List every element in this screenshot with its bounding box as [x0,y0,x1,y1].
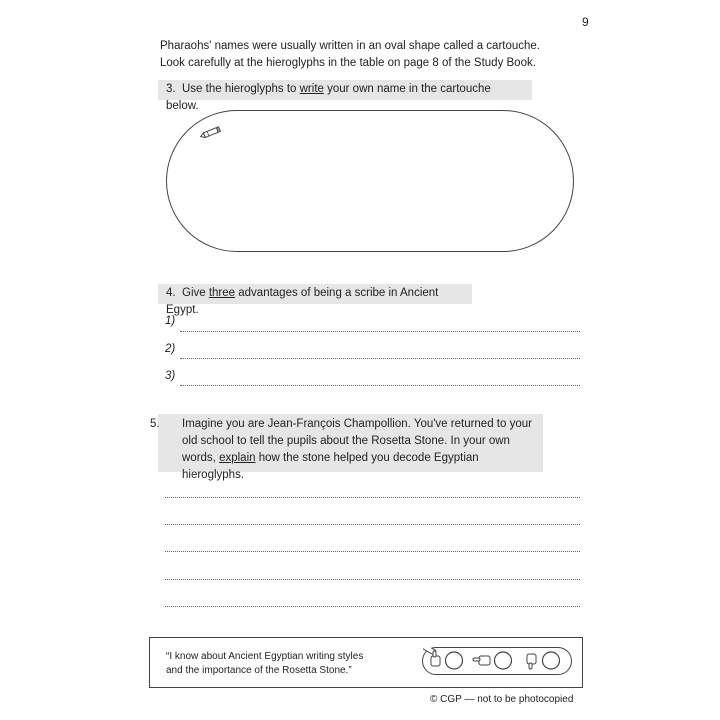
question-3-number: 3. [166,83,176,95]
self-assessment-line-2: and the importance of the Rosetta Stone.” [166,665,352,676]
answer-1-line[interactable] [180,331,580,332]
intro-line-1: Pharaohs' names were usually written in an oval shape called a cartouche. [160,40,540,52]
intro-line-2: Look carefully at the hieroglyphs in the table on page 8 of the Study Book. [160,57,536,69]
question-5-number: 5. [150,418,160,430]
question-5-line-2: old school to tell the pupils about the Rosetta Stone. In your own [182,435,510,447]
copyright-footer: © CGP — not to be photocopied [430,694,574,705]
writing-line-4[interactable] [165,579,580,580]
self-assessment-line-1: “I know about Ancient Egyptian writing styles [166,651,364,662]
rating-circle-3[interactable] [543,652,560,669]
self-assessment-statement [166,650,396,678]
answer-3-line[interactable] [180,385,580,386]
answer-2-line[interactable] [180,358,580,359]
answer-1-label: 1) [165,315,176,327]
cartouche-answer-area[interactable] [166,110,574,252]
pencil-icon [200,126,222,140]
writing-line-5[interactable] [165,606,580,607]
question-4-number: 4. [166,287,176,299]
thumbs-down-icon [527,654,536,669]
rating-circle-1[interactable] [446,652,463,669]
self-assessment-rating [422,647,572,675]
question-5-text-before: words, [182,452,220,464]
writing-line-2[interactable] [165,524,580,525]
question-5-text-after: how the stone helped you decode Egyptian hieroglyphs. [182,452,479,481]
question-5-underlined: explain [219,452,256,464]
question-5-line-3 [166,450,535,484]
intro-text [160,38,600,72]
question-3 [158,80,532,112]
question-4-text-before: Give [182,287,209,299]
question-4-underlined: three [208,287,236,299]
writing-line-1[interactable] [165,497,580,498]
writing-line-3[interactable] [165,551,580,552]
page-number: 9 [582,15,589,29]
answer-3-label: 3) [165,370,176,382]
question-5-line-1: Imagine you are Jean-François Champollion. You've returned to your [182,418,532,430]
rating-graphic [423,648,570,673]
self-assessment-panel [149,637,583,688]
answer-2-label: 2) [165,343,176,355]
thumbs-sideways-icon [473,656,490,665]
question-5-body [150,416,535,433]
question-5 [150,414,543,481]
question-3-text-after: your own name in the cartouche below. [166,83,491,112]
question-4 [158,284,472,316]
question-3-text-before: Use the hieroglyphs to [182,83,300,95]
question-4-text-after: advantages of being a scribe in Ancient Egypt. [166,287,439,316]
question-3-underlined: write [299,83,324,95]
rating-circle-2[interactable] [495,652,512,669]
